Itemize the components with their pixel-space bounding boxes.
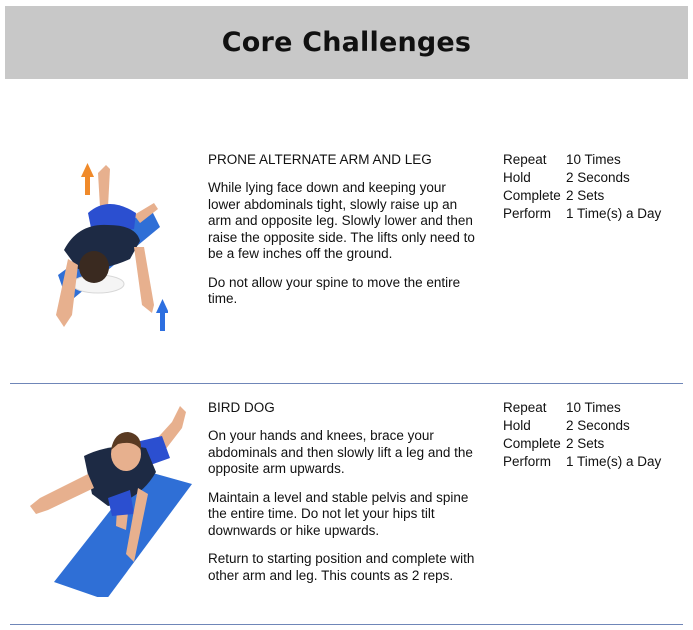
dosage-label: Complete: [503, 436, 561, 451]
dosage-table: [503, 399, 661, 471]
dosage-value: 2 Seconds: [566, 418, 630, 433]
dosage-label: Repeat: [503, 400, 547, 415]
exercise-illustration-prone: [38, 155, 168, 345]
description-paragraph: Maintain a level and stable pelvis and spine the entire time. Do not let your hips tilt downwards or hike upwards.: [208, 489, 469, 538]
dosage-row-complete: [503, 187, 661, 205]
dosage-table: [503, 151, 661, 223]
description-paragraph: On your hands and knees, brace your abdominals and then slowly lift a leg and the opposite arm upwards.: [208, 428, 473, 476]
dosage-label: Repeat: [503, 152, 547, 167]
description-paragraph: Return to starting position and complete with other arm and leg. This counts as 2 reps.: [208, 551, 475, 583]
description-paragraph: While lying face down and keeping your lower abdominals tight, slowly raise up an arm and opposite leg. Slowly lower and then raise the opposite side. The lifts only need to be a few inches off the ground.: [208, 180, 475, 261]
dosage-row-repeat: [503, 399, 661, 417]
dosage-value: 10 Times: [566, 400, 621, 415]
page-title: Core Challenges: [221, 27, 472, 58]
dosage-value: 2 Seconds: [566, 170, 630, 185]
description-paragraph: Do not allow your spine to move the entire time.: [208, 274, 461, 306]
dosage-row-hold: [503, 417, 661, 435]
exercise-description: [208, 428, 498, 596]
dosage-label: Hold: [503, 418, 531, 433]
bird-dog-figure-image: [22, 402, 197, 597]
dosage-value: 2 Sets: [566, 436, 605, 451]
exercise-description: [208, 180, 498, 320]
dosage-label: Complete: [503, 188, 561, 203]
dosage-row-complete: [503, 435, 661, 453]
dosage-label: Hold: [503, 170, 531, 185]
dosage-row-perform: [503, 205, 661, 223]
dosage-row-repeat: [503, 151, 661, 169]
prone-figure-image: [38, 155, 168, 345]
dosage-row-hold: [503, 169, 661, 187]
dosage-label: Perform: [503, 454, 552, 469]
exercise-title: BIRD DOG: [208, 400, 275, 415]
dosage-value: 1 Time(s) a Day: [566, 206, 662, 221]
dosage-row-perform: [503, 453, 661, 471]
exercise-title: PRONE ALTERNATE ARM AND LEG: [208, 152, 432, 167]
section-divider: [10, 624, 683, 625]
dosage-label: Perform: [503, 206, 552, 221]
dosage-value: 2 Sets: [566, 188, 605, 203]
dosage-value: 10 Times: [566, 152, 621, 167]
exercise-card: [0, 384, 693, 624]
dosage-value: 1 Time(s) a Day: [566, 454, 662, 469]
exercise-illustration-bird-dog: [22, 402, 197, 597]
